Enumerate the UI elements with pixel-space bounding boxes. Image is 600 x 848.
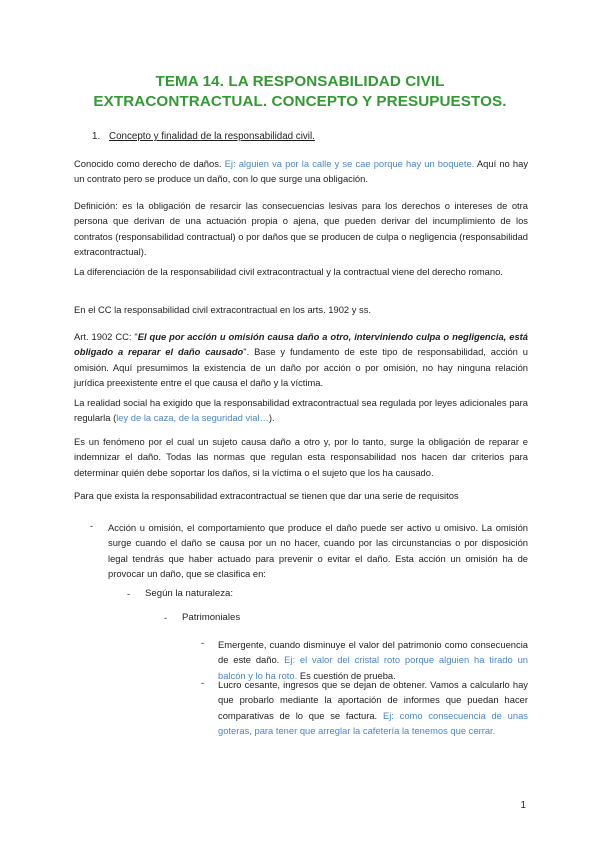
list-item-action-omission: Acción u omisión, el comportamiento que produce el daño puede ser activo u omisivo. La omisión surge cuando el daño se causa por un no hacer, cuando por las circunstancias o por disposición legal tendrás que haber actuado para prevenir o evitar el daño. Esta acción un omisión ha de provocar un daño, que se clasifica en: (108, 522, 528, 580)
paragraph-definition: Definición: es la obligación de resarcir las consecuencias lesivas para los derechos o intereses de otra persona que derivan de una actuación propia o ajena, que pueden derivar del incumplimiento de los contratos (responsabilidad contractual) o por daños que se producen de culpa o negligencia (responsabilidad extracontractual). (74, 200, 528, 258)
title-line-2: EXTRACONTRACTUAL. CONCEPTO Y PRESUPUESTOS. (93, 93, 507, 110)
example-text: ley de la caza, de la seguridad vial… (116, 412, 269, 424)
paragraph-text: Art. 1902 CC: " (74, 331, 138, 342)
page-number: 1 (520, 800, 526, 811)
paragraph-requirements: Para que exista la responsabilidad extracontractual se tienen que dar una serie de requisitos (74, 490, 459, 501)
article-quote: El que por acción u omisión causa daño a otro, interviniendo culpa o negligencia, está obligado a reparar el daño causado (74, 331, 528, 358)
bullet-marker: - (201, 677, 205, 688)
example-text: Ej: el valor del cristal roto porque alguien ha tirado un balcón y lo ha roto. (218, 654, 528, 681)
paragraph-text: ). (268, 412, 275, 424)
paragraph-text: Lucro cesante, ingresos que se dejan de obtener. Vamos a calcularlo hay que probarlo mediante la aportación de informes que puedan hacer comparativas de lo que se factura. (218, 679, 528, 721)
paragraph-text: Aquí no hay un contrato pero se produce un daño, con lo que surge una obligación. (74, 158, 529, 185)
section-heading-text: Concepto y finalidad de la responsabilidad civil. (109, 131, 315, 142)
list-item-lost-profit (218, 677, 528, 739)
paragraph-phenomenon: Es un fenómeno por el cual un sujeto causa daño a otro y, por lo tanto, surge la obligación de reparar e indemnizar el daño. Todas las normas que regulan esta responsabilidad nos hacen dar criterios para determinar quién debe soportar los daños, si la víctima o el sujeto que los ha causado. (74, 436, 528, 478)
paragraph-text: Emergente, cuando disminuye el valor del patrimonio como consecuencia de este daño. (218, 639, 528, 666)
page-title (40, 72, 560, 112)
paragraph-cc: En el CC la responsabilidad civil extracontractual en los arts. 1902 y ss. (74, 304, 372, 315)
paragraph-text: Es cuestión de prueba. (297, 669, 396, 681)
section-heading (92, 131, 315, 142)
bullet-marker: - (90, 520, 94, 531)
bullet-marker: - (201, 637, 205, 648)
paragraph-intro (74, 156, 528, 187)
title-line-1: TEMA 14. LA RESPONSABILIDAD CIVIL (155, 73, 445, 90)
paragraph-text: La realidad social ha exigido que la responsabilidad extracontractual sea regulada por leyes adicionales para regularla ( (74, 397, 528, 424)
paragraph-text: Conocido como derecho de daños. (74, 158, 225, 169)
paragraph-social-reality (74, 395, 528, 426)
list-item-by-nature: Según la naturaleza: (145, 588, 234, 599)
paragraph-text: ". Base y fundamento de este tipo de responsabilidad, acción u omisión. Aquí presumimos la existencia de un daño por acción o por omisión, no hay ninguna relación jurídica preexistente entre el que causa el daño y la víctima. (74, 346, 528, 389)
list-item-patrimonial: Patrimoniales (182, 612, 241, 623)
example-text: Ej: como consecuencia de unas goteras, para tener que arreglar la cafetería la tenemos que cerrar. (218, 709, 528, 737)
bullet-marker: - (164, 612, 168, 623)
example-text: Ej: alguien va por la calle y se cae porque hay un boquete. (224, 158, 475, 169)
paragraph-art1902 (74, 329, 528, 391)
paragraph-origin: La diferenciación de la responsabilidad civil extracontractual y la contractual viene del derecho romano. (74, 266, 503, 277)
bullet-marker: - (127, 588, 131, 599)
section-number: 1. (92, 131, 101, 142)
